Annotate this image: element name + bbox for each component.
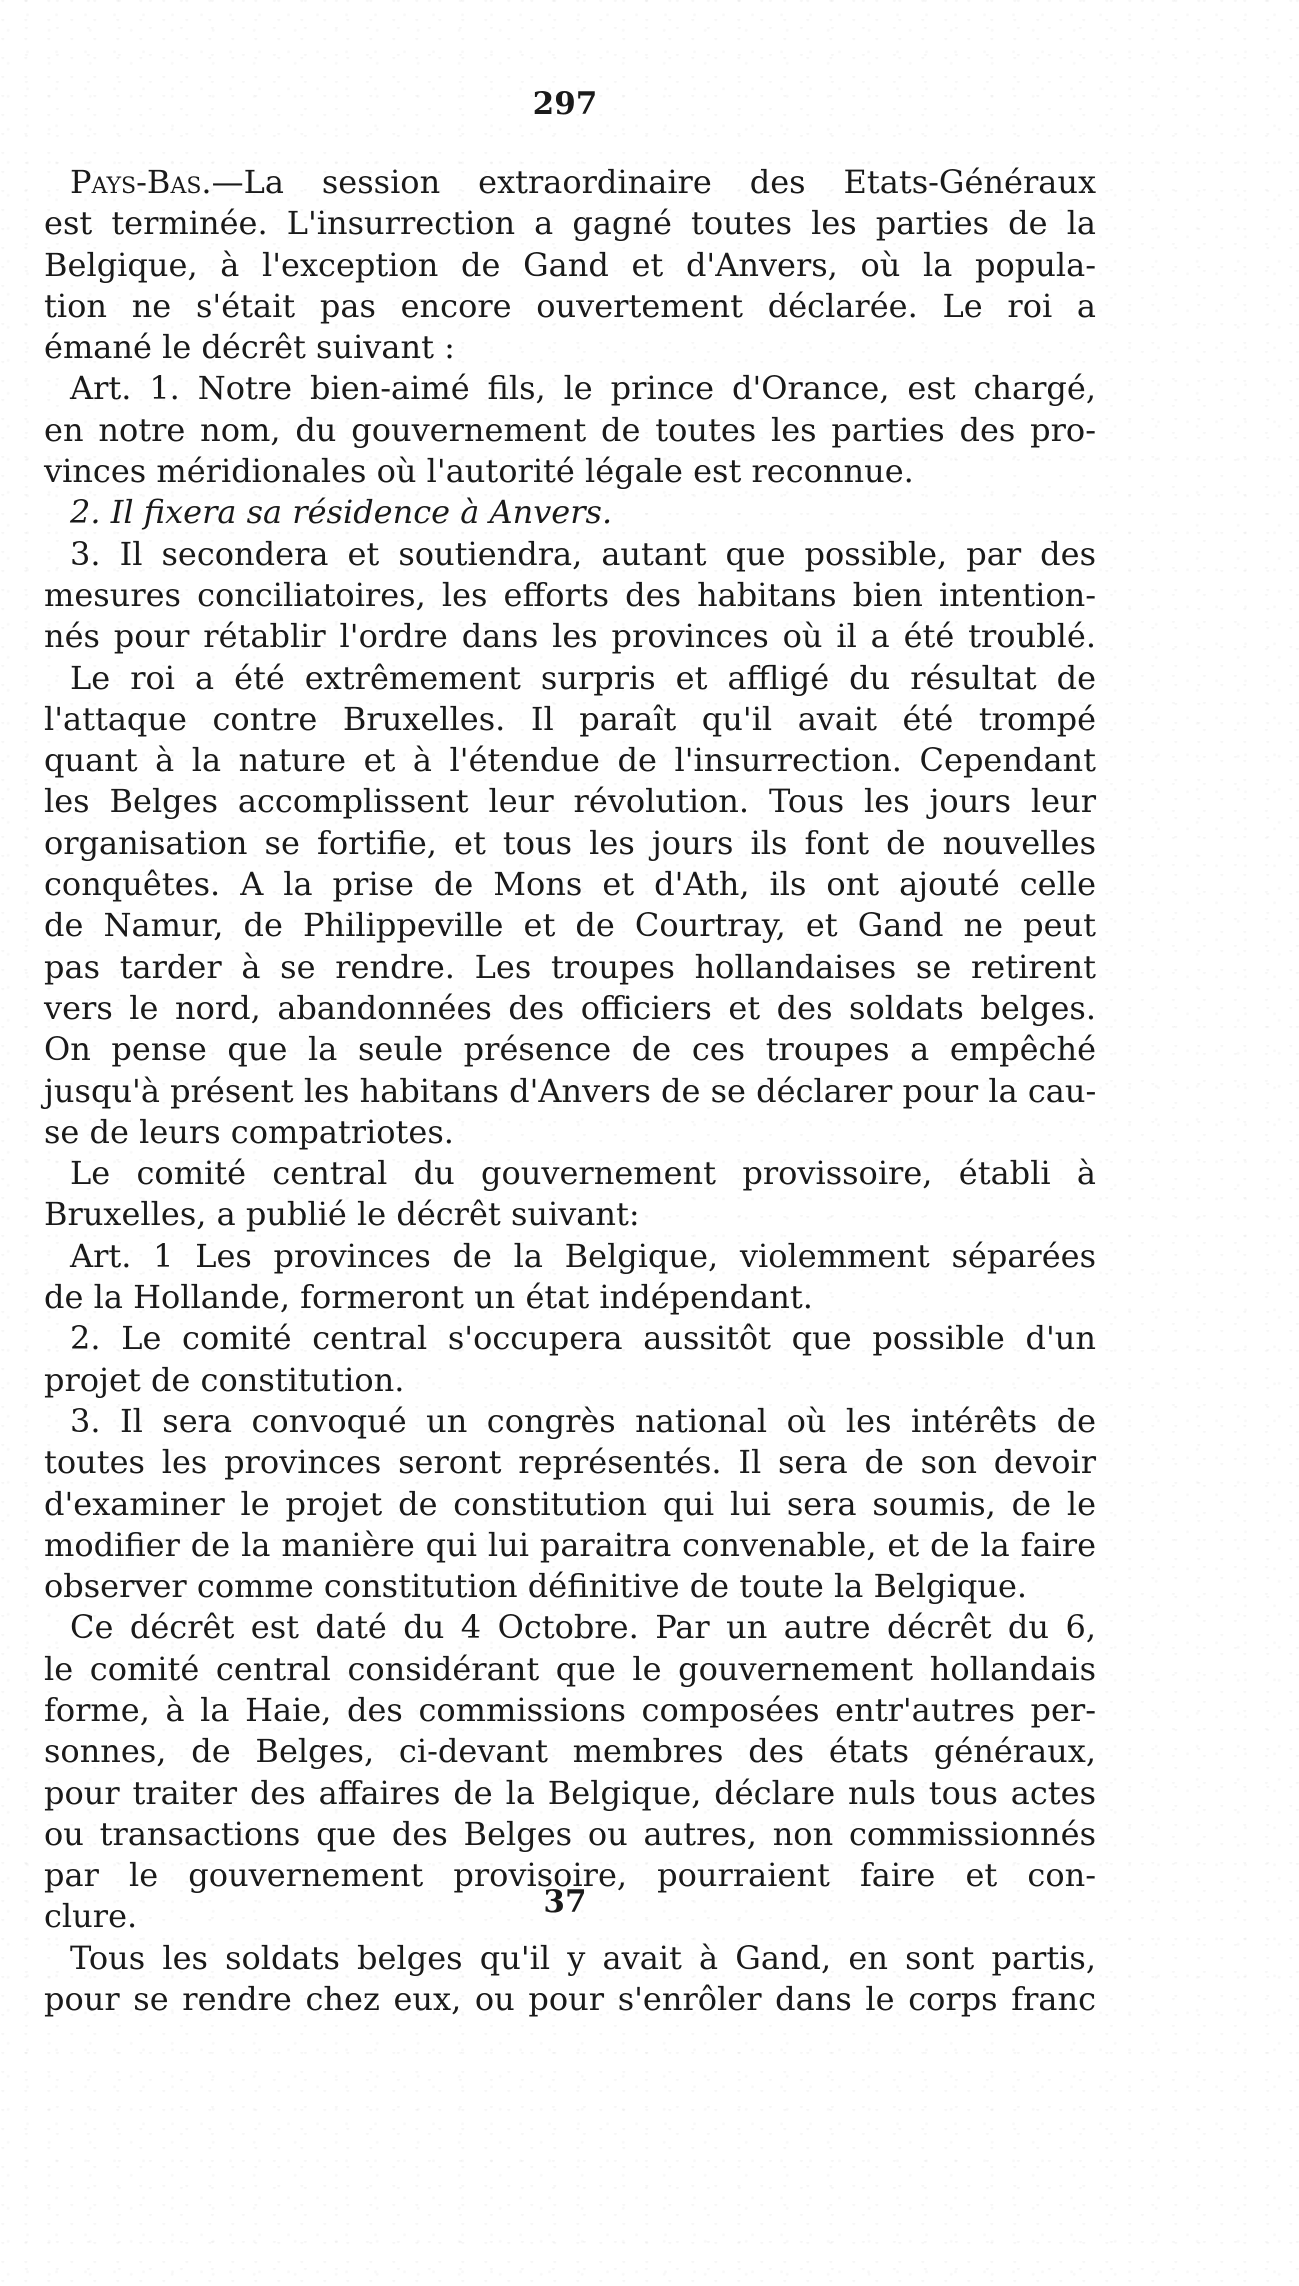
line-text: jusqu'à présent les habitans d'Anvers de se déclarer pour la cau-: [44, 1071, 1097, 1110]
line-text: les Belges accomplissent leur révolution. Tous les jours leur: [44, 782, 1096, 821]
line-text: quant à la nature et à l'étendue de l'insurrection. Cependant: [44, 741, 1096, 780]
text-line: [44, 616, 1096, 657]
text-line: [44, 1979, 1096, 2020]
line-text: Ce décrêt est daté du 4 Octobre. Par un autre décrêt du 6,: [70, 1608, 1096, 1647]
line-text: On pense que la seule présence de ces troupes a empêché: [44, 1030, 1096, 1069]
line-text: ou transactions que des Belges ou autres, non commissionnés: [44, 1814, 1096, 1853]
text-line: [44, 988, 1096, 1029]
line-text: toutes les provinces seront représentés. Il sera de son devoir: [44, 1443, 1096, 1482]
text-line: [44, 740, 1096, 781]
text-line: [44, 864, 1096, 905]
text-line: [44, 1814, 1096, 1855]
text-line: [44, 1318, 1096, 1359]
line-text: l'attaque contre Bruxelles. Il paraît qu'il avait été trompé: [44, 699, 1096, 738]
line-text: Tous les soldats belges qu'il y avait à Gand, en sont partis,: [70, 1938, 1096, 1977]
line-text: Bruxelles, a publié le décrêt suivant:: [44, 1195, 640, 1234]
text-line: [44, 1194, 1096, 1235]
text-line: [44, 1607, 1096, 1648]
signature-mark: 37: [543, 1884, 587, 1920]
line-text: pas tarder à se rendre. Les troupes hollandaises se retirent: [44, 947, 1096, 986]
line-text: d'examiner le projet de constitution qui lui sera soumis, de le: [44, 1484, 1096, 1523]
text-line: [44, 781, 1096, 822]
line-text: 2. Le comité central s'occupera aussitôt que possible d'un: [70, 1319, 1096, 1358]
text-line: [44, 575, 1096, 616]
line-text: en notre nom, du gouvernement de toutes les parties des pro-: [44, 410, 1096, 449]
line-text: projet de constitution.: [44, 1360, 405, 1399]
text-line: [44, 1731, 1096, 1772]
text-line: [44, 1153, 1096, 1194]
line-text: 3. Il sera convoqué un congrès national où les intérêts de: [70, 1401, 1096, 1440]
line-text: est terminée. L'insurrection a gagné toutes les parties de la: [44, 204, 1096, 243]
line-text: tion ne s'était pas encore ouvertement déclarée. Le roi a: [44, 286, 1096, 325]
text-line: [44, 492, 1096, 533]
line-text: de la Hollande, formeront un état indépendant.: [44, 1278, 813, 1317]
text-line: [44, 658, 1096, 699]
text-line: [44, 245, 1096, 286]
line-text: se de leurs compatriotes.: [44, 1112, 454, 1151]
text-line: [44, 451, 1096, 492]
line-text: par le gouvernement provisoire, pourraient faire et con-: [44, 1856, 1096, 1895]
text-line: [44, 1401, 1096, 1442]
text-line: [44, 1360, 1096, 1401]
page-number: 297: [532, 86, 598, 122]
text-line: [44, 534, 1096, 575]
line-text: Le roi a été extrêmement surpris et affligé du résultat de: [70, 658, 1096, 697]
line-text: pour traiter des affaires de la Belgique, déclare nuls tous actes: [44, 1773, 1096, 1812]
text-line: [44, 1442, 1096, 1483]
line-text: vinces méridionales où l'autorité légale est reconnue.: [44, 452, 914, 491]
line-text: Art. 1. Notre bien-aimé fils, le prince d'Orance, est chargé,: [70, 369, 1096, 408]
line-text: clure.: [44, 1897, 138, 1936]
line-text: Art. 1 Les provinces de la Belgique, violemment séparées: [70, 1236, 1096, 1275]
text-line: [44, 1773, 1096, 1814]
line-text: nés pour rétablir l'ordre dans les provinces où il a été troublé.: [44, 617, 1096, 656]
text-line: [44, 1566, 1096, 1607]
text-line: [44, 1071, 1096, 1112]
line-text: conquêtes. A la prise de Mons et d'Ath, ils ont ajouté celle: [44, 865, 1096, 904]
line-text: mesures conciliatoires, les efforts des habitans bien intention-: [44, 575, 1096, 614]
text-line: [44, 699, 1096, 740]
line-text: 2. Il fixera sa résidence à Anvers.: [70, 493, 613, 532]
page-body: [44, 162, 1096, 2020]
text-line: [44, 1484, 1096, 1525]
text-line: [44, 823, 1096, 864]
text-line: [44, 1112, 1096, 1153]
text-line: [44, 203, 1096, 244]
text-line: [44, 162, 1096, 203]
text-line: [44, 947, 1096, 988]
text-line: [44, 410, 1096, 451]
line-text: pour se rendre chez eux, ou pour s'enrôler dans le corps franc: [44, 1980, 1096, 2019]
line-text: sonnes, de Belges, ci-devant membres des états généraux,: [44, 1732, 1096, 1771]
text-line: [44, 1029, 1096, 1070]
line-text: modifier de la manière qui lui paraitra convenable, et de la faire: [44, 1525, 1096, 1564]
text-line: [44, 1649, 1096, 1690]
text-line: [44, 286, 1096, 327]
text-line: [44, 1938, 1096, 1979]
line-text: de Namur, de Philippeville et de Courtray, et Gand ne peut: [44, 906, 1096, 945]
text-line: [44, 905, 1096, 946]
line-text: émané le décrêt suivant :: [44, 328, 455, 367]
text-line: [44, 327, 1096, 368]
line-text: Belgique, à l'exception de Gand et d'Anvers, où la popula-: [44, 245, 1096, 284]
line-text: observer comme constitution définitive de toute la Belgique.: [44, 1567, 1028, 1606]
text-line: [44, 1525, 1096, 1566]
line-text: le comité central considérant que le gouvernement hollandais: [44, 1649, 1096, 1688]
text-line: [44, 1277, 1096, 1318]
line-text: forme, à la Haie, des commissions composées entr'autres per-: [44, 1690, 1096, 1729]
line-text: vers le nord, abandonnées des officiers et des soldats belges.: [44, 988, 1096, 1027]
text-line: [44, 368, 1096, 409]
text-line: [44, 1690, 1096, 1731]
text-line: [44, 1236, 1096, 1277]
section-heading: Pays-Bas.: [70, 163, 212, 201]
line-text: organisation se fortifie, et tous les jours ils font de nouvelles: [44, 823, 1096, 862]
line-text: Le comité central du gouvernement provissoire, établi à: [70, 1154, 1096, 1193]
line-text: 3. Il secondera et soutiendra, autant que possible, par des: [70, 534, 1096, 573]
line-text: —La session extraordinaire des Etats-Généraux: [211, 163, 1096, 201]
